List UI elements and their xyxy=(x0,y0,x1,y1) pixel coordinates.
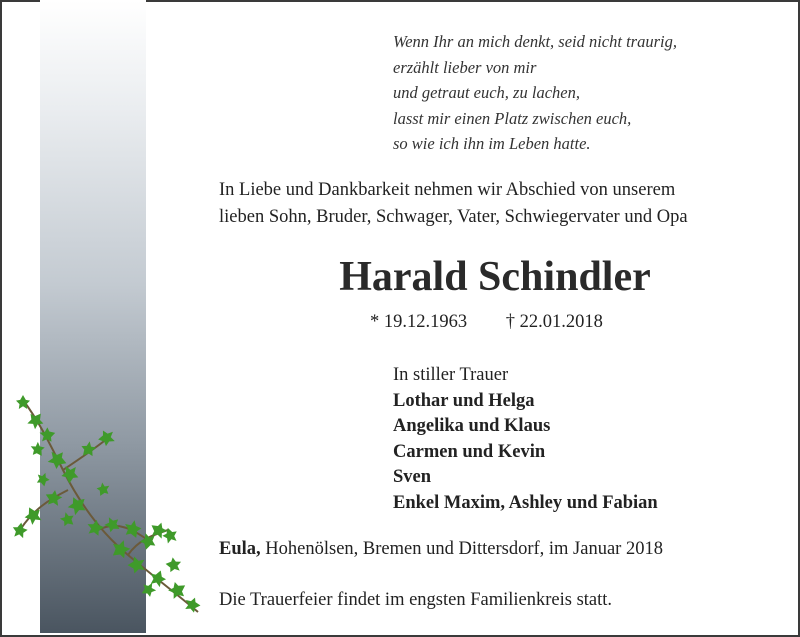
ivy-leaf-icon xyxy=(25,409,47,431)
place-rest: Hohenölsen, Bremen und Dittersdorf, im Januar 2018 xyxy=(260,539,663,559)
ivy-leaf-icon xyxy=(164,556,181,573)
ivy-leaf-icon xyxy=(87,519,105,537)
ivy-leaf-icon xyxy=(42,487,63,508)
mourner-name: Sven xyxy=(393,467,432,487)
mourner-name: Carmen und Kevin xyxy=(393,441,546,462)
poem-line: lasst mir einen Platz zwischen euch, xyxy=(393,108,632,128)
poem-line: so wie ich ihn im Leben hatte. xyxy=(393,134,591,153)
ivy-leaf-icon xyxy=(94,481,111,498)
poem-line: erzählt lieber von mir xyxy=(393,57,537,77)
place-and-date xyxy=(219,539,663,560)
ivy-leaf-icon xyxy=(166,578,190,602)
ivy-icon xyxy=(8,380,208,620)
intro-text xyxy=(219,177,688,231)
ceremony-note: Die Trauerfeier findet im engsten Familienkreis statt. xyxy=(219,590,613,610)
ivy-leaf-icon xyxy=(161,526,180,545)
mourner-name: Lothar und Helga xyxy=(393,390,535,411)
poem-line: Wenn Ihr an mich denkt, seid nicht traurig, xyxy=(393,32,677,51)
mourning-heading: In stiller Trauer xyxy=(393,365,509,385)
ivy-leaf-icon xyxy=(11,521,28,538)
birth-date: * 19.12.1963 xyxy=(370,312,468,332)
poem xyxy=(393,29,677,157)
life-dates xyxy=(370,312,603,333)
place-town: Eula, xyxy=(219,539,261,559)
ivy-leaf-icon xyxy=(139,581,158,600)
mourner-name: Angelika und Klaus xyxy=(393,416,551,436)
ivy-leaf-icon xyxy=(35,472,50,487)
ivy-leaf-icon xyxy=(122,519,144,541)
ivy-leaf-icon xyxy=(28,440,47,459)
ivy-leaf-icon xyxy=(127,556,144,573)
intro-line: lieben Sohn, Bruder, Schwager, Vater, Schwiegervater und Opa xyxy=(219,207,688,227)
mourners-list xyxy=(393,363,658,516)
death-date: † 22.01.2018 xyxy=(505,312,603,332)
deceased-name: Harald Schindler xyxy=(339,254,651,300)
mourner-name: Enkel Maxim, Ashley und Fabian xyxy=(393,492,658,513)
intro-line: In Liebe und Dankbarkeit nehmen wir Abschied von unserem xyxy=(219,180,676,200)
ivy-leaf-icon xyxy=(107,537,132,562)
poem-line: und getraut euch, zu lachen, xyxy=(393,83,580,102)
ivy-leaf-icon xyxy=(185,597,201,613)
